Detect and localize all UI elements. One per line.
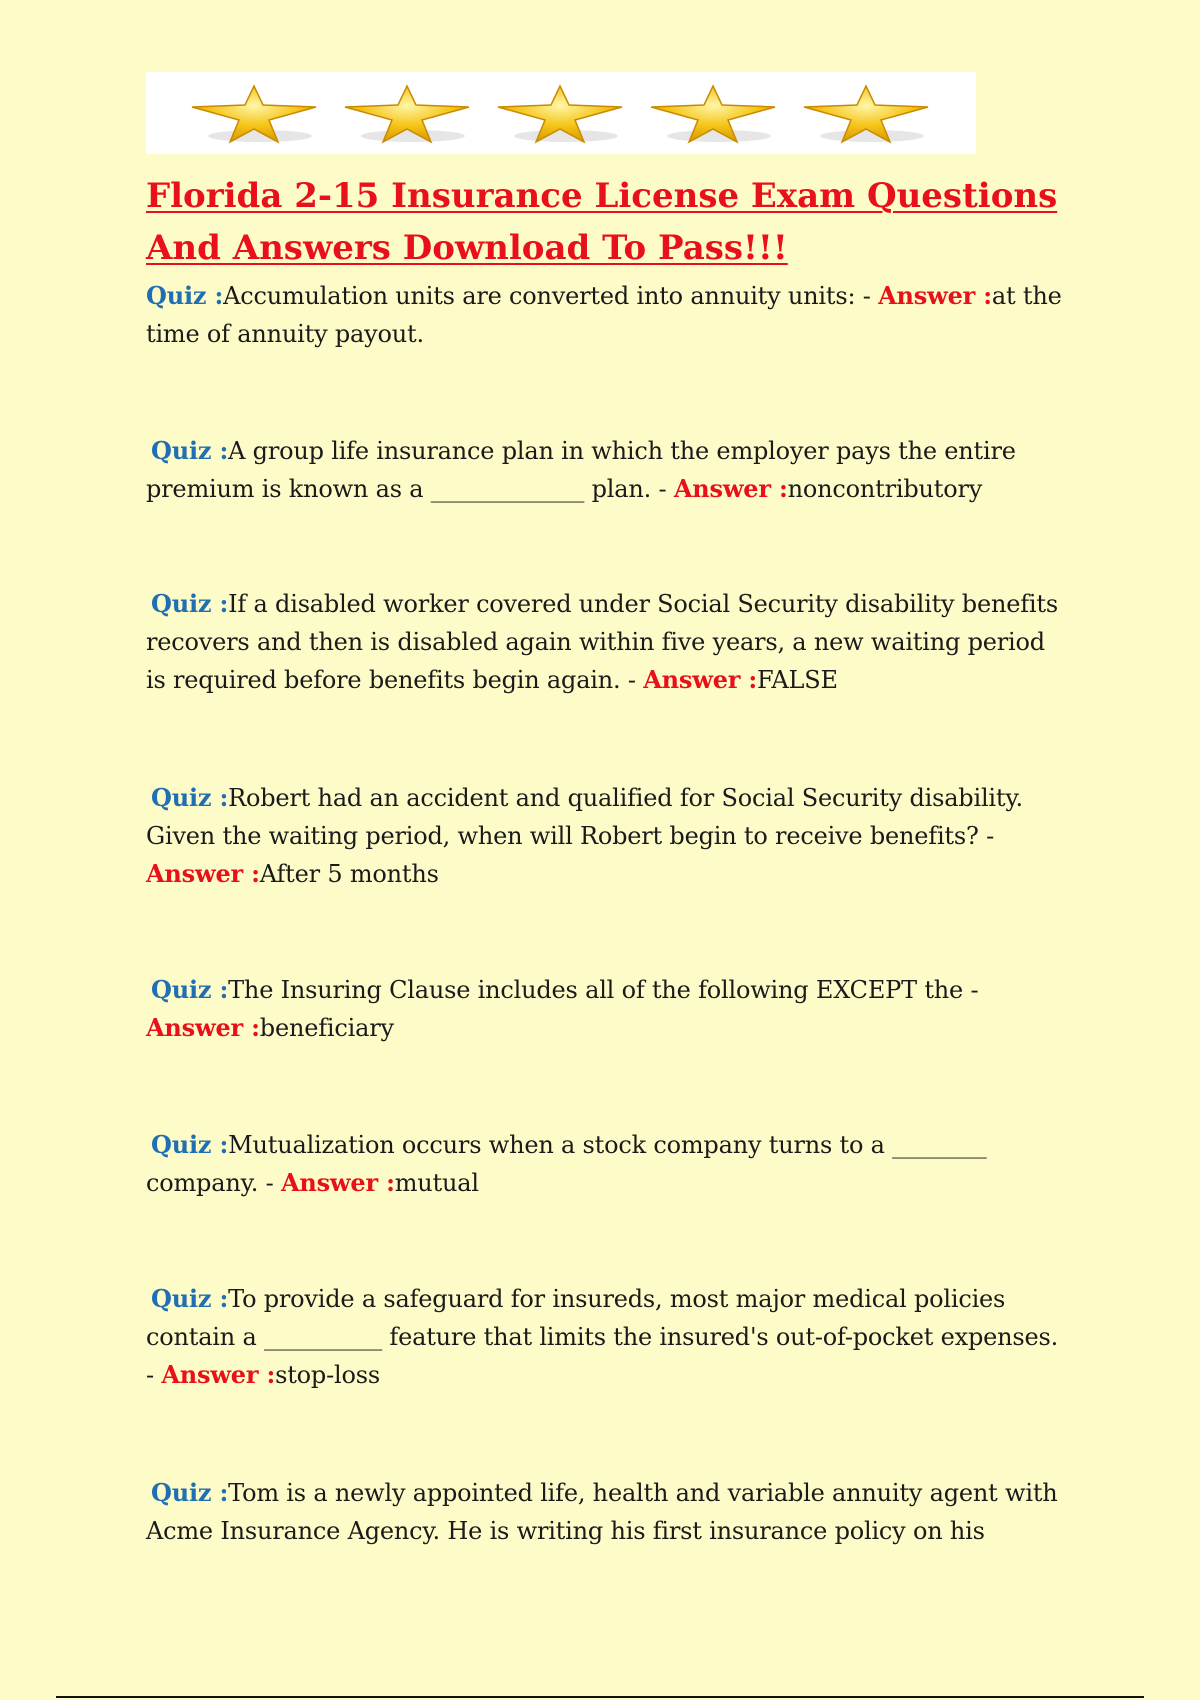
question-text: Tom is a newly appointed life, health and variable annuity agent with Acme Insurance Agency. He is writing his first insurance policy on his — [146, 1479, 1058, 1545]
qa-item — [146, 779, 1066, 893]
qa-item — [146, 432, 1066, 508]
quiz-label: Quiz : — [151, 436, 229, 465]
quiz-label: Quiz : — [151, 1478, 229, 1507]
question-text: A group life insurance plan in which the employer pays the entire premium is known as a _____________ plan. - — [146, 437, 1016, 503]
answer-text: mutual — [394, 1169, 479, 1197]
answer-label: Answer : — [673, 474, 788, 503]
quiz-label: Quiz : — [151, 975, 229, 1004]
quiz-label: Quiz : — [151, 1130, 229, 1159]
qa-item — [146, 1280, 1066, 1394]
star-icon — [804, 86, 928, 142]
star-icon — [498, 86, 622, 142]
star-icon — [651, 86, 775, 142]
quiz-label: Quiz : — [146, 281, 224, 310]
question-text: Robert had an accident and qualified for Social Security disability. Given the waiting period, when will Robert begin to receive benefits? - — [146, 784, 1023, 850]
qa-item — [146, 971, 1066, 1047]
question-text: Mutualization occurs when a stock company turns to a ________ company. - — [146, 1131, 987, 1197]
question-text: The Insuring Clause includes all of the following EXCEPT the - — [228, 976, 979, 1004]
answer-text: beneficiary — [259, 1014, 394, 1042]
quiz-label: Quiz : — [151, 1284, 229, 1313]
answer-text: FALSE — [757, 666, 838, 694]
question-text: If a disabled worker covered under Social Security disability benefits recovers and then is disabled again within five years, a new waiting period is required before benefits begin again. - — [146, 590, 1058, 694]
qa-item — [146, 1126, 1066, 1202]
footer-divider — [56, 1696, 1144, 1698]
answer-text: noncontributory — [787, 475, 983, 503]
document-title: Florida 2-15 Insurance License Exam Questions And Answers Download To Pass!!! — [146, 176, 1058, 268]
star-icon — [345, 86, 469, 142]
answer-label: Answer : — [146, 859, 260, 888]
star-rating-banner — [146, 72, 976, 154]
answer-label: Answer : — [878, 281, 992, 310]
star-icon — [192, 86, 316, 142]
answer-text: stop-loss — [275, 1361, 380, 1389]
quiz-label: Quiz : — [151, 589, 229, 618]
question-text: Accumulation units are converted into annuity units: - — [223, 282, 879, 310]
qa-item — [146, 1474, 1066, 1550]
answer-label: Answer : — [161, 1360, 276, 1389]
quiz-label: Quiz : — [151, 783, 229, 812]
star-rating — [146, 72, 976, 154]
answer-text: After 5 months — [259, 860, 439, 888]
answer-label: Answer : — [280, 1168, 395, 1197]
answer-label: Answer : — [643, 665, 758, 694]
qa-item — [146, 585, 1066, 699]
answer-text: at the time of annuity payout. — [146, 282, 1062, 348]
qa-item — [146, 277, 1066, 353]
answer-label: Answer : — [146, 1013, 260, 1042]
question-text: To provide a safeguard for insureds, most major medical policies contain a __________ feature that limits the insured's out-of-pocket expenses. - — [146, 1285, 1059, 1389]
